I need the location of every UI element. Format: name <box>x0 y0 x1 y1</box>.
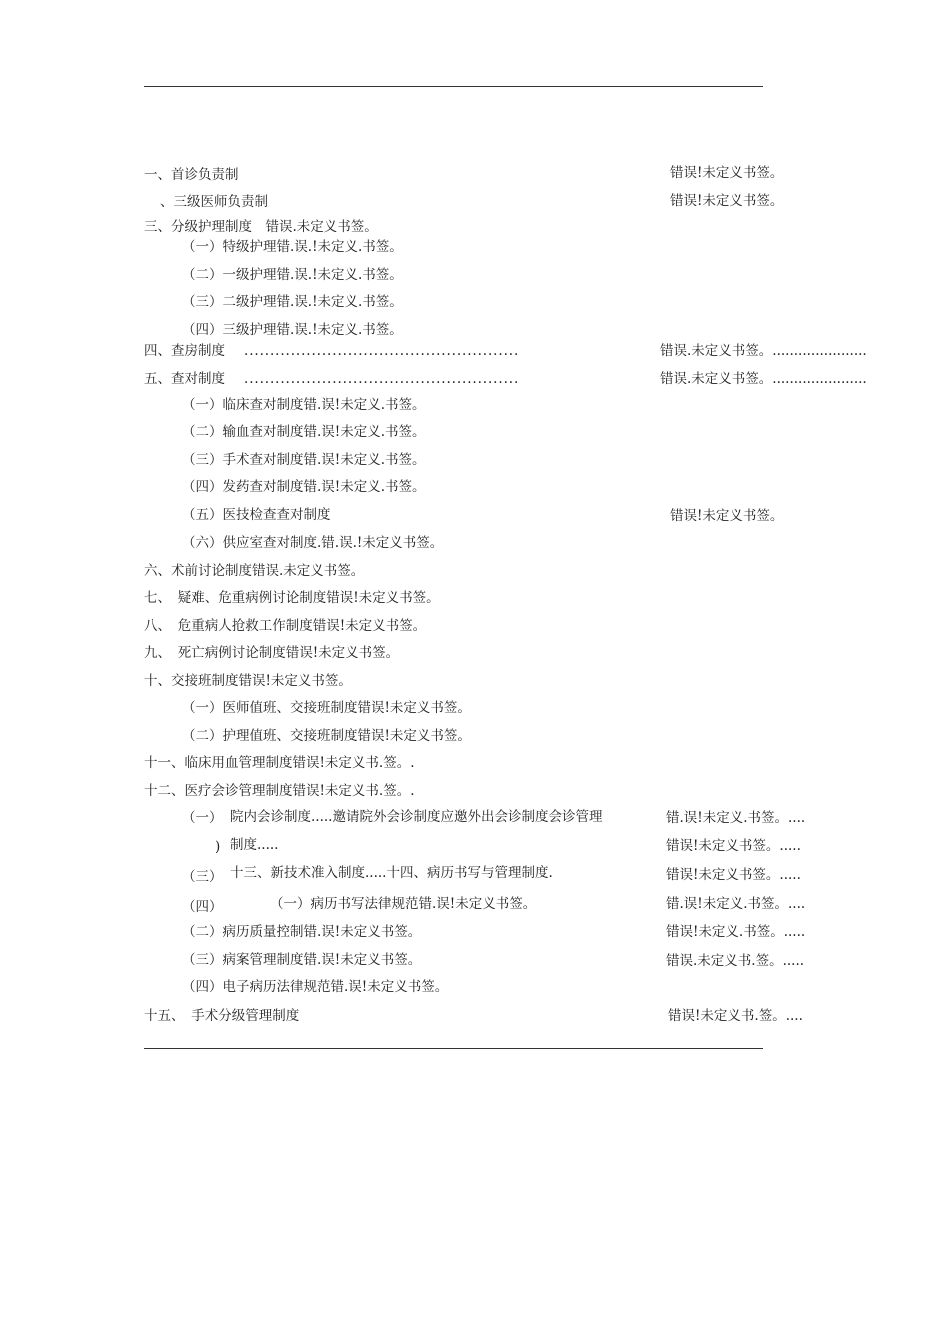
toc-entry[interactable]: 制度..... <box>230 837 279 853</box>
toc-entry[interactable]: 院内会诊制度.....邀请院外会诊制度应邀外出会诊制度会诊管理 <box>230 809 603 825</box>
toc-page-ref: 错误!未定义书.签。.... <box>668 1008 803 1024</box>
toc-leader-dots: ..................................................... <box>244 371 520 387</box>
toc-entry[interactable]: 四、查房制度 <box>144 343 225 359</box>
toc-page-ref: 错误.未定义书签。...................... <box>660 343 867 359</box>
toc-entry[interactable]: （三）手术查对制度错.误!未定义.书签。 <box>182 452 426 468</box>
toc-entry[interactable]: （二）输血查对制度错.误!未定义.书签。 <box>182 424 426 440</box>
toc-entry[interactable]: （一）病历书写法律规范错.误!未定义书签。 <box>270 896 537 912</box>
toc-entry[interactable]: 八、 危重病人抢救工作制度错误!未定义书签。 <box>144 618 427 634</box>
toc-entry[interactable]: （四）发药查对制度错.误!未定义.书签。 <box>182 479 426 495</box>
toc-entry[interactable]: 一、首诊负责制 <box>144 167 239 183</box>
toc-entry[interactable]: 十五、 手术分级管理制度 <box>144 1008 300 1024</box>
toc-entry[interactable]: （一）医师值班、交接班制度错误!未定义书签。 <box>182 700 471 716</box>
toc-page-ref: 错误!未定义书签。..... <box>666 838 801 854</box>
toc-leader-dots: ..................................................... <box>244 343 520 359</box>
toc-page-ref: 错.误!未定义.书签。.... <box>666 896 806 912</box>
header-rule <box>144 86 763 87</box>
toc-entry[interactable]: （六）供应室查对制度.错.误.!未定义书签。 <box>182 535 444 551</box>
toc-page-ref: 错误!未定义书签。 <box>670 508 784 524</box>
toc-entry[interactable]: 十二、医疗会诊管理制度错误!未定义书.签。. <box>144 783 415 799</box>
toc-entry[interactable]: 九、 死亡病例讨论制度错误!未定义书签。 <box>144 645 400 661</box>
toc-entry-number: （四） <box>182 899 223 915</box>
toc-entry[interactable]: （一）特级护理错.误.!未定义.书签。 <box>182 239 403 255</box>
toc-entry[interactable]: （三）病案管理制度错.误!未定义书签。 <box>182 952 422 968</box>
toc-entry[interactable]: 十一、临床用血管理制度错误!未定义书.签。. <box>144 755 415 771</box>
toc-entry[interactable]: 十三、新技术准入制度.....十四、病历书写与管理制度. <box>230 865 553 881</box>
toc-entry[interactable]: 七、 疑难、危重病例讨论制度错误!未定义书签。 <box>144 590 440 606</box>
toc-entry[interactable]: （一）临床查对制度错.误!未定义.书签。 <box>182 397 426 413</box>
toc-entry-number: （一） <box>182 810 223 826</box>
toc-entry[interactable]: 十、交接班制度错误!未定义书签。 <box>144 673 352 689</box>
toc-page-ref: 错误.未定义书签。...................... <box>660 371 867 387</box>
toc-entry[interactable]: 六、术前讨论制度错误.未定义书签。 <box>144 563 365 579</box>
toc-entry[interactable]: （二）一级护理错.误.!未定义.书签。 <box>182 267 403 283</box>
toc-entry[interactable]: （五）医技检查查对制度 <box>182 507 331 523</box>
toc-entry[interactable]: （二）病历质量控制错.误!未定义书签。 <box>182 924 422 940</box>
toc-entry[interactable]: 三、分级护理制度 错误.未定义书签。 <box>144 219 378 235</box>
toc-entry[interactable]: （四）三级护理错.误.!未定义.书签。 <box>182 322 403 338</box>
toc-page-ref: 错误!未定义.书签。..... <box>666 924 806 940</box>
toc-entry[interactable]: （四）电子病历法律规范错.误!未定义书签。 <box>182 979 449 995</box>
toc-page-ref: 错误!未定义书签。 <box>670 193 784 209</box>
toc-page-ref: 错.误!未定义.书签。.... <box>666 810 806 826</box>
toc-page-ref: 错误!未定义书签。 <box>670 165 784 181</box>
toc-page-ref: 错误.未定义书.签。..... <box>666 953 805 969</box>
toc-entry[interactable]: （三）二级护理错.误.!未定义.书签。 <box>182 294 403 310</box>
toc-entry[interactable]: 、三级医师负责制 <box>160 194 268 210</box>
toc-entry-number: ) <box>215 839 221 855</box>
toc-entry[interactable]: 五、查对制度 <box>144 371 225 387</box>
footer-rule <box>144 1048 763 1049</box>
toc-entry[interactable]: （二）护理值班、交接班制度错误!未定义书签。 <box>182 728 471 744</box>
toc-page-ref: 错误!未定义书签。..... <box>666 867 801 883</box>
toc-entry-number: （三） <box>182 869 223 885</box>
